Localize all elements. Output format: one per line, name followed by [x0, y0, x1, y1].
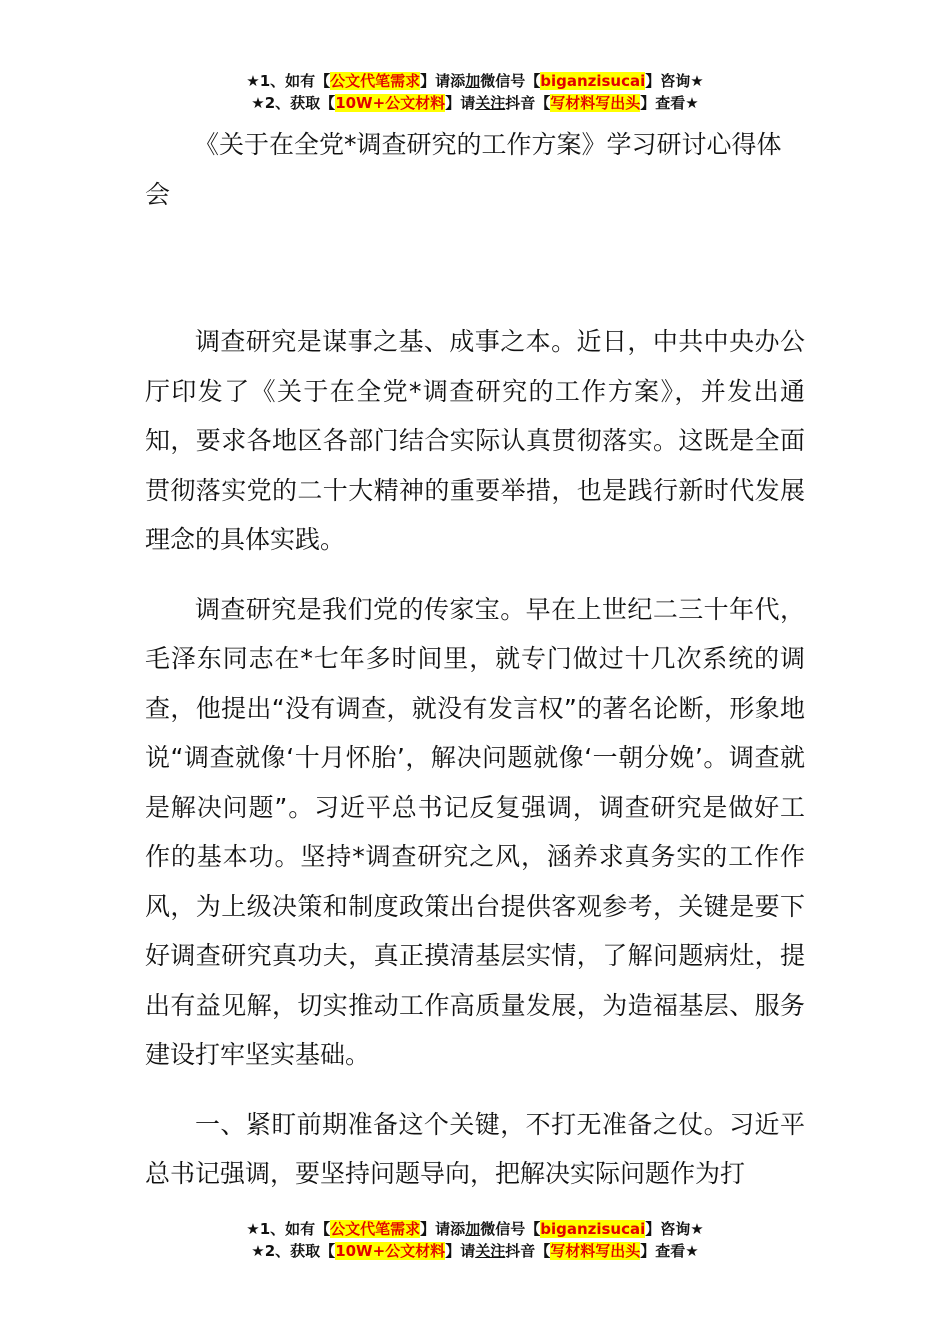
promo-highlight: 公文代笔需求	[330, 72, 421, 90]
promo-highlight: 10W+公文材料	[335, 94, 446, 112]
promo-line-2: ★2、获取【10W+公文材料】请关注抖音【写材料写出头】查看★	[251, 1242, 699, 1260]
wechat-id-highlight: biganzisucai	[540, 72, 646, 90]
paragraph: 一、紧盯前期准备这个关键，不打无准备之仗。习近平总书记强调，要坚持问题导向，把解决实际问题作为打	[145, 1109, 805, 1188]
douyin-id-highlight: 写材料写出头	[550, 1242, 641, 1260]
spacer	[145, 220, 805, 317]
promo-banner-bottom	[0, 1218, 950, 1262]
paragraph: 调查研究是谋事之基、成事之本。近日，中共中央办公厅印发了《关于在全党*调查研究的工作方案》，并发出通知，要求各地区各部门结合实际认真贯彻落实。这既是全面贯彻落实党的二十大精神的重要举措，也是践行新时代发展理念的具体实践。	[145, 327, 805, 554]
wechat-id-highlight: biganzisucai	[540, 1220, 646, 1238]
promo-line-1: ★1、如有【公文代笔需求】请添加微信号【biganzisucai】咨询★	[246, 72, 704, 90]
promo-line-1: ★1、如有【公文代笔需求】请添加微信号【biganzisucai】咨询★	[246, 1220, 704, 1238]
promo-highlight: 10W+公文材料	[335, 1242, 446, 1260]
document-title: 《关于在全党*调查研究的工作方案》学习研讨心得体会	[145, 130, 782, 209]
paragraph: 调查研究是我们党的传家宝。早在上世纪二三十年代，毛泽东同志在*七年多时间里，就专门做过十几次系统的调查，他提出“没有调查，就没有发言权”的著名论断，形象地说“调查就像‘十月怀胎’，解决问题就像‘一朝分娩’。调查就是解决问题”。习近平总书记反复强调，调查研究是做好工作的基本功。坚持*调查研究之风，涵养求真务实的工作作风，为上级决策和制度政策出台提供客观参考，关键是要下好调查研究真功夫，真正摸清基层实情，了解问题病灶，提出有益见解，切实推动工作高质量发展，为造福基层、服务建设打牢坚实基础。	[145, 594, 805, 1069]
promo-highlight: 公文代笔需求	[330, 1220, 421, 1238]
promo-banner-top	[0, 70, 950, 114]
promo-line-2: ★2、获取【10W+公文材料】请关注抖音【写材料写出头】查看★	[251, 94, 699, 112]
douyin-id-highlight: 写材料写出头	[550, 94, 641, 112]
document-body	[145, 120, 805, 1199]
